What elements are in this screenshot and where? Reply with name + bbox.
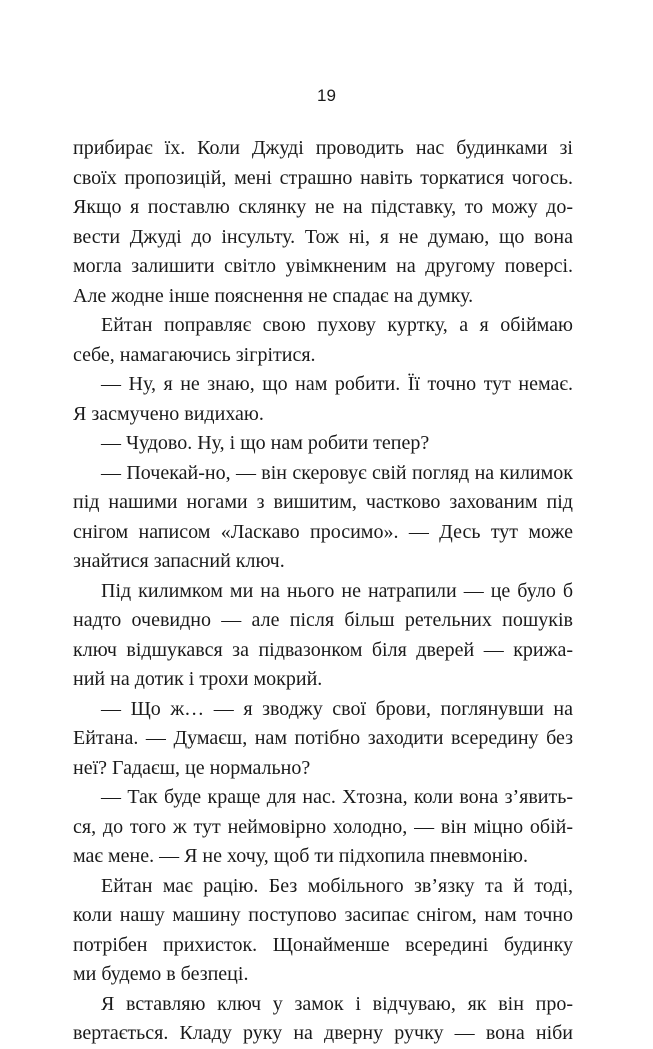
text-line: Ейтан поправляє свою пухову куртку, а я обіймаю xyxy=(101,314,573,336)
text-line: могла залишити світло увімкненим на другому поверсі. xyxy=(73,255,573,277)
text-line: вести Джуді до інсульту. Тож ні, я не думаю, що вона xyxy=(73,225,573,248)
text-line: Я засмучено видихаю. xyxy=(73,402,264,425)
text-line: ний на дотик і трохи мокрий. xyxy=(73,668,323,690)
body-text xyxy=(73,134,573,1049)
text-line: потрібен прихисток. Щонайменше всередині будинку xyxy=(73,933,573,956)
text-line: себе, намагаючись зігрітися. xyxy=(73,343,316,366)
text-line: — Так буде краще для нас. Хтозна, коли вона з’явить- xyxy=(101,786,573,808)
text-line: Ейтана. — Думаєш, нам потібно заходити всередину без xyxy=(73,727,573,749)
page-number: 19 xyxy=(317,86,336,105)
text-line: снігом написом «Ласкаво просимо». — Десь тут може xyxy=(73,520,573,543)
text-line: ся, до того ж тут неймовірно холодно, — він міцно обій- xyxy=(73,815,573,838)
text-line: надто очевидно — але після більш ретельних пошуків xyxy=(73,609,573,631)
text-line: Але жодне інше пояснення не спадає на думку. xyxy=(73,284,474,307)
text-line: — Ну, я не знаю, що нам робити. Її точно тут немає. xyxy=(101,373,573,395)
text-line: прибирає їх. Коли Джуді проводить нас будинками зі xyxy=(73,137,573,159)
text-line: Якщо я поставлю склянку не на підставку, то можу до- xyxy=(73,196,573,218)
text-line: своїх пропозицій, мені страшно навіть торкатися чогось. xyxy=(73,166,573,189)
text-line: знайтися запасний ключ. xyxy=(73,550,285,572)
text-line: вертається. Кладу руку на дверну ручку — вона ніби xyxy=(73,1022,573,1044)
text-line: — Чудово. Ну, і що нам робити тепер? xyxy=(101,432,430,454)
text-line: ми будемо в безпеці. xyxy=(73,963,249,985)
text-line: під нашими ногами з вишитим, частково захованим під xyxy=(73,491,573,513)
text-line: Під килимком ми на нього не натрапили — це було б xyxy=(101,579,573,602)
text-line: Ейтан має рацію. Без мобільного зв’язку та й тоді, xyxy=(101,874,573,897)
text-line: Я вставляю ключ у замок і відчуваю, як він про- xyxy=(101,992,573,1015)
text-line: має мене. — Я не хочу, щоб ти підхопила пневмонію. xyxy=(73,845,528,867)
text-line: — Що ж… — я зводжу свої брови, поглянувши на xyxy=(101,697,573,720)
text-line: коли нашу машину поступово засипає снігом, нам точно xyxy=(73,904,573,926)
text-line: ключ відшукався за підвазонком біля дверей — крижа- xyxy=(73,638,573,661)
text-line: — Почекай-но, — він скеровує свій погляд на килимок xyxy=(101,461,573,484)
text-line: неї? Гадаєш, це нормально? xyxy=(73,756,311,779)
